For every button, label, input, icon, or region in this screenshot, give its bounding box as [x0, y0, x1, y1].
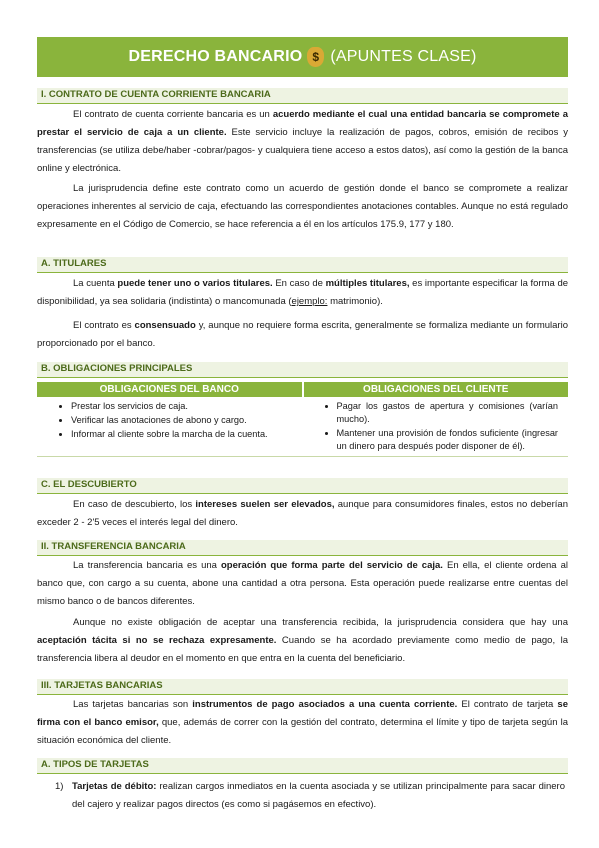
- text: La transferencia bancaria es una: [73, 560, 221, 571]
- section-heading: I. CONTRATO DE CUENTA CORRIENTE BANCARIA: [37, 88, 568, 104]
- paragraph: [37, 317, 568, 353]
- underlined-text: ejemplo:: [291, 296, 328, 307]
- list-item: • Mantener una provisión de fondos suficiente (ingresar un dinero para después poder disponer de él).: [337, 427, 559, 453]
- section-heading: III. TARJETAS BANCARIAS: [37, 679, 568, 695]
- doc-title: DERECHO BANCARIO: [128, 48, 303, 65]
- list-item-text: [72, 778, 565, 814]
- text: En caso de: [272, 278, 326, 289]
- paragraph: [37, 557, 568, 611]
- text: El contrato de tarjeta: [457, 699, 558, 710]
- text: realizan cargos inmediatos en la cuenta asociada y se utilizan principalmente para sacar dinero del cajero y realizar pagos directos (es como si pagásemos en efectivo).: [72, 781, 565, 810]
- text: Cuando se ha acordado previamente como medio de pago, la transferencia libera al deudor en el momento en que entra en la cuenta del beneficiario.: [37, 635, 568, 664]
- text: El contrato de cuenta corriente bancaria es un: [73, 109, 273, 120]
- text: y, aunque no requiere forma escrita, generalmente se formaliza mediante un formulario proporcionado por el banco.: [37, 320, 568, 349]
- section-heading: C. EL DESCUBIERTO: [37, 478, 568, 494]
- paragraph: [37, 614, 568, 668]
- bold-text: se firma con el banco emisor,: [37, 699, 568, 728]
- numbered-list-item: [55, 778, 565, 814]
- text: El contrato es: [73, 320, 135, 331]
- text: La cuenta: [73, 278, 118, 289]
- paragraph: [37, 106, 568, 178]
- bold-text: acuerdo mediante el cual una entidad bancaria se compromete a prestar el servicio de caja a un cliente.: [37, 109, 568, 138]
- bold-text: instrumentos de pago asociados a una cuenta corriente.: [192, 699, 458, 710]
- list-item: • Pagar los gastos de apertura y comisiones (varían mucho).: [337, 400, 559, 426]
- paragraph: [37, 496, 568, 532]
- text: Las tarjetas bancarias son: [73, 699, 193, 710]
- section-heading: A. TIPOS DE TARJETAS: [37, 758, 568, 774]
- bold-text: operación que forma parte del servicio de caja.: [220, 560, 443, 571]
- obligations-table: [37, 382, 568, 457]
- text: es importante especificar la forma de disponibilidad, ya sea solidaria (indistinta) o mancomunada (: [37, 278, 569, 307]
- bold-text: aceptación tácita si no se rechaza expresamente.: [37, 635, 277, 646]
- paragraph: La jurisprudencia define este contrato como un acuerdo de gestión donde el banco se compromete a realizar operaciones inherentes al servicio de caja, efectuando las correspondientes anotaciones contables. Aunque no está regulado expresamente en el Código de Comercio, se hace referencia a él en los artículos 175.9, 177 y 180.: [37, 183, 568, 230]
- list-item: • Prestar los servicios de caja.: [71, 400, 293, 413]
- bold-text: consensuado: [134, 320, 196, 331]
- text: aunque para consumidores finales, estos no deberían exceder 2 - 2'5 veces el interés legal del dinero.: [37, 499, 568, 528]
- bold-text: intereses suelen ser elevados,: [195, 499, 335, 510]
- paragraph: [37, 275, 568, 311]
- bold-text: puede tener uno o varios titulares.: [117, 278, 273, 289]
- text: Este servicio incluye la realización de pagos, cobros, emisión de recibos y transferencias (se utiliza debe/haber -cobrar/pagos- y cualquiera tiene acceso a estos datos), así como la gestión de la banca online y electrónica.: [37, 127, 568, 174]
- bold-text: Tarjetas de débito:: [72, 781, 157, 792]
- paragraph: [37, 696, 568, 750]
- text: En ella, el cliente ordena al banco que, con cargo a su cuenta, abone una cantidad a otra persona. Esta operación puede realizarse entre cuentas del mismo banco o de bancos diferentes.: [37, 560, 569, 607]
- list-item: • Verificar las anotaciones de abono y cargo.: [71, 414, 293, 427]
- text: En caso de descubierto, los: [73, 499, 196, 510]
- table-cell: [303, 397, 569, 457]
- bold-text: múltiples titulares,: [325, 278, 410, 289]
- column-header: OBLIGACIONES DEL CLIENTE: [303, 382, 569, 397]
- doc-subtitle: (APUNTES CLASE): [330, 48, 477, 65]
- text: que, además de correr con la gestión del contrato, determina el límite y tipo de tarjeta según la situación económica del cliente.: [37, 717, 568, 746]
- list-number: 1): [55, 781, 64, 792]
- list-item: • Informar al cliente sobre la marcha de la cuenta.: [71, 428, 293, 441]
- money-bag-icon: $: [307, 47, 324, 67]
- column-header: OBLIGACIONES DEL BANCO: [37, 382, 303, 397]
- title-banner: [37, 37, 568, 77]
- table-cell: [37, 397, 303, 457]
- text: Aunque no existe obligación de aceptar una transferencia recibida, la jurisprudencia considera que hay una: [73, 617, 568, 628]
- section-heading: A. TITULARES: [37, 257, 568, 273]
- section-heading: B. OBLIGACIONES PRINCIPALES: [37, 362, 568, 378]
- text: matrimonio).: [327, 296, 383, 307]
- section-heading: II. TRANSFERENCIA BANCARIA: [37, 540, 568, 556]
